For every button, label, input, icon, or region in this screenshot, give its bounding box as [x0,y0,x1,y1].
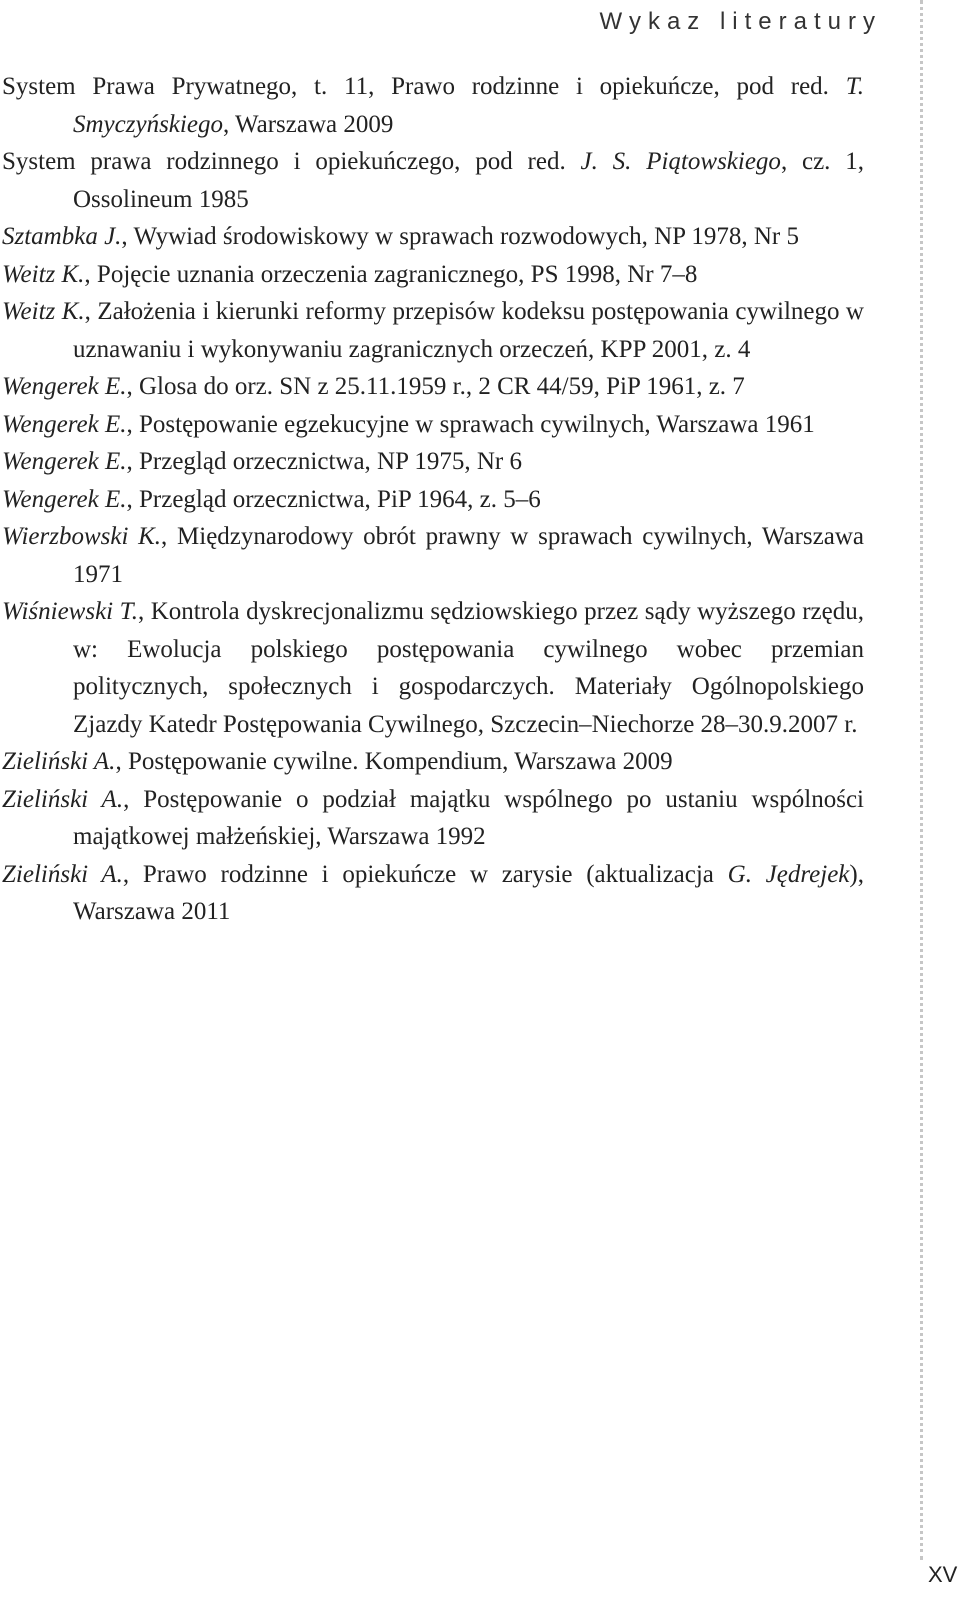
bibliography-entry [2,293,864,368]
entry-text-tail: , cz. 1, Ossolineum 1985 [73,148,864,213]
entry-author: Wiśniewski T. [2,598,138,625]
bibliography-entry [2,743,864,781]
entry-text: , Pojęcie uznania orzeczenia zagranicznego, PS 1998, Nr 7–8 [84,260,698,288]
bibliography-list [2,68,864,931]
bibliography-entry [2,856,864,931]
entry-text: , Wywiad środowiskowy w sprawach rozwodowych, NP 1978, Nr 5 [121,223,799,250]
entry-text: System prawa rodzinnego i opiekuńczego, pod red. [2,148,581,175]
bibliography-entry [2,593,864,743]
entry-author: Wengerek E. [2,448,127,475]
entry-author: Wengerek E. [2,410,127,438]
bibliography-entry [2,443,864,481]
entry-author: Weitz K. [2,298,85,325]
entry-text: , Postępowanie o podział majątku wspólnego po ustaniu wspólności majątkowej małżeńskiej, Warszawa 1992 [73,785,864,850]
entry-author: Zieliński A. [2,785,124,813]
entry-text: , Postępowanie egzekucyjne w sprawach cywilnych, Warszawa 1961 [126,410,815,438]
entry-text: , Kontrola dyskrecjonalizmu sędziowskiego przez sądy wyższego rzędu, w: Ewolucja polskiego postępowania cywilnego wobec przemian politycznych, społecznych i gospodarczych. Materiały Ogólnopolskiego Zjazdy Katedr Postępowania Cywilnego, Szczecin–Niechorze 28–30.9.2007 r. [73,598,864,738]
entry-text: , Glosa do orz. SN z 25.11.1959 r., 2 CR 44/59, PiP 1961, z. 7 [126,373,745,400]
bibliography-entry [2,481,864,519]
entry-text: System Prawa Prywatnego, t. 11, Prawo rodzinne i opiekuńcze, pod red. [2,73,846,100]
bibliography-entry [2,368,864,406]
entry-author: Wengerek E. [2,485,127,513]
entry-text: , Założenia i kierunki reformy przepisów kodeksu postępowania cywilnego w uznawaniu i wykonywaniu zagranicznych orzeczeń, KPP 2001, z. 4 [73,298,864,363]
bibliography-entry [2,143,864,218]
entry-editor: J. S. Piątowskiego [580,148,781,175]
margin-dotted-rule [920,0,923,1560]
entry-author: Wierzbowski K. [2,523,162,550]
entry-editor: T. Smyczyńskiego [73,73,864,138]
entry-author: Zieliński A. [2,748,116,775]
bibliography-entry [2,256,864,294]
bibliography-entry [2,518,864,593]
entry-author: Weitz K. [2,260,85,288]
page-number: XV [928,1562,958,1587]
bibliography-entry [2,406,864,444]
entry-text-tail: , Warszawa 2009 [222,110,394,138]
entry-author: Sztambka J. [2,223,122,250]
bibliography-entry [2,218,864,256]
entry-text: , Przegląd orzecznictwa, PiP 1964, z. 5–6 [126,485,541,513]
entry-text: , Prawo rodzinne i opiekuńcze w zarysie (aktualizacja [122,860,728,888]
entry-editor: G. Jędrejek [727,860,850,888]
entry-author: Zieliński A. [2,860,123,888]
entry-author: Wengerek E. [2,373,127,400]
entry-text: , Postępowanie cywilne. Kompendium, Warszawa 2009 [115,748,673,775]
entry-text-tail: ), Warszawa 2011 [73,860,864,925]
bibliography-entry [2,68,864,143]
running-head: Wykaz literatury [599,8,882,35]
bibliography-entry [2,781,864,856]
entry-text: , Przegląd orzecznictwa, NP 1975, Nr 6 [126,448,522,475]
entry-text: , Międzynarodowy obrót prawny w sprawach cywilnych, Warszawa 1971 [73,523,864,588]
